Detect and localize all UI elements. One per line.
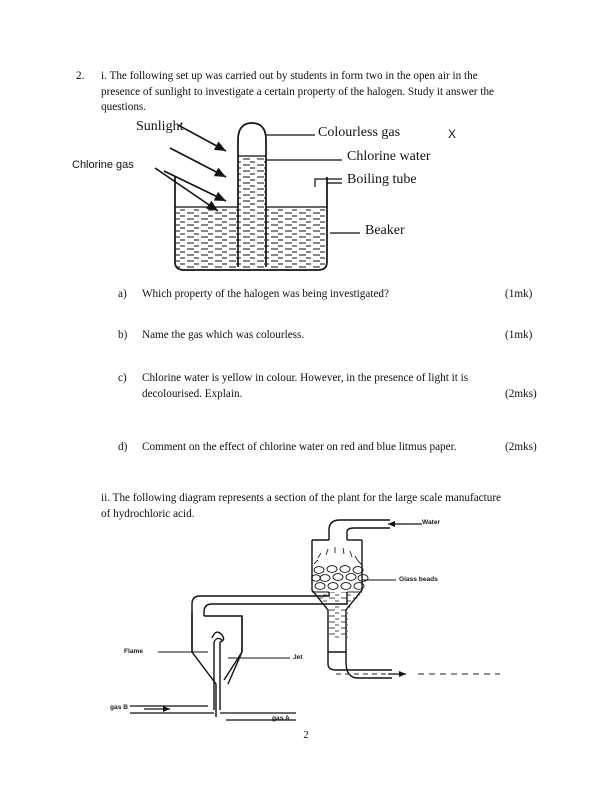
sub-question-a-text: Which property of the halogen was being investigated? <box>142 288 389 300</box>
sub-question-b-marks: (1mk) <box>505 329 533 341</box>
sub-question-d-text: Comment on the effect of chlorine water on red and blue litmus paper. <box>142 441 457 453</box>
label-marker-x: X <box>448 127 457 141</box>
label-beaker: Beaker <box>365 223 405 238</box>
sub-question-b-text: Name the gas which was colourless. <box>142 329 305 341</box>
sub-question-c-text: Chlorine water is yellow in colour. However, in the presence of light it is decolourised. Explain. <box>142 372 469 400</box>
sub-question-c <box>118 371 470 402</box>
sub-question-c-marker: c) <box>118 372 127 384</box>
tower-liquid-fill <box>310 592 368 642</box>
combustion-chamber-right <box>204 616 242 684</box>
chlorine-gas-arrow <box>155 168 218 211</box>
diagram1-svg <box>60 115 560 280</box>
question-number: 2. <box>76 70 85 82</box>
sub-question-d-marks: (2mks) <box>505 441 537 453</box>
label-glass-beads: Glass beads <box>399 576 438 583</box>
diagram2-svg <box>100 512 520 727</box>
label-chlorine-gas: Chlorine gas <box>72 159 134 171</box>
sub-question-a-marker: a) <box>118 288 127 300</box>
label-flame: Flame <box>124 648 144 655</box>
sub-question-d <box>118 440 498 456</box>
label-boiling-tube: Boiling tube <box>347 172 417 187</box>
label-colourless-gas: Colourless gas <box>318 125 401 140</box>
sub-question-b-marker: b) <box>118 329 128 341</box>
flame-shape <box>212 632 224 642</box>
sub-question-b <box>118 328 498 344</box>
label-chlorine-water: Chlorine water <box>347 149 431 164</box>
combustion-chamber-left <box>192 612 216 717</box>
water-inlet-pipe-outer <box>329 520 390 540</box>
label-sunlight: Sunlight <box>136 119 184 134</box>
sub-question-c-marks: (2mks) <box>505 388 537 400</box>
diagram-hcl-plant <box>100 512 520 727</box>
glass-beads <box>312 566 368 590</box>
question-intro-text: i. The following set up was carried out by students in form two in the open air in the presence of sunlight to investigate a certain property of the halogen. Study it answer the questions. <box>101 70 494 113</box>
label-jet: Jet <box>293 654 303 661</box>
water-spray-dashes <box>314 547 362 565</box>
label-gas-b: gas B <box>110 704 128 711</box>
gas-transfer-pipe-upper <box>192 592 329 612</box>
part-ii-intro-text: ii. The following diagram represents a section of the plant for the large scale manufacture of hydrochloric acid. <box>101 492 502 520</box>
tube-chlorine-water-fill <box>237 156 267 268</box>
water-inlet-pipe-inner <box>347 528 390 540</box>
page-number: 2 <box>303 730 309 741</box>
sub-question-d-marker: d) <box>118 441 128 453</box>
sub-question-a-marks: (1mk) <box>505 288 533 300</box>
diagram-chlorine-water-setup <box>60 115 560 280</box>
acid-outlet-pipe-top <box>328 652 392 670</box>
sub-question-a <box>118 287 498 303</box>
label-gas-a: gas A <box>272 715 290 722</box>
label-water: Water <box>422 519 441 526</box>
sunlight-arrows <box>164 125 226 201</box>
